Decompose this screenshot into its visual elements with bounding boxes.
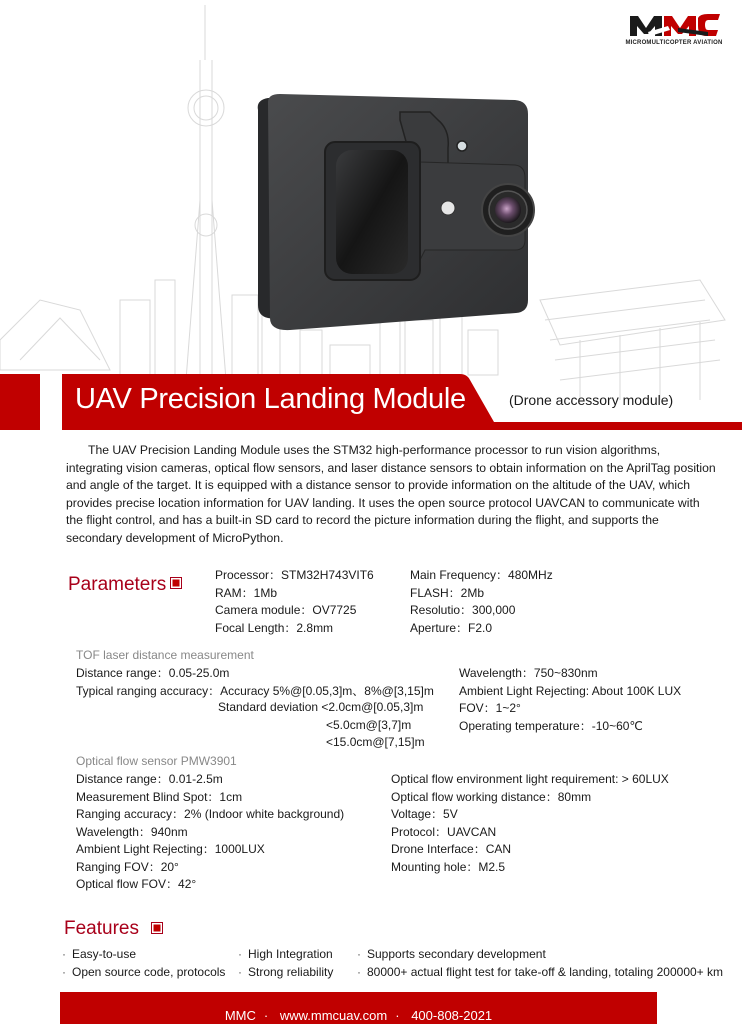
feature-item: [238, 964, 357, 982]
optical-flow-heading: Optical flow sensor PMW3901: [76, 754, 237, 768]
param-camera-module: Camera module：OV7725: [215, 603, 357, 617]
tof-ambient-light: Ambient Light Rejecting: About 100K LUX: [459, 683, 682, 698]
param-aperture: Aperture：F2.0: [410, 620, 493, 635]
optical-flow-column-2: [391, 771, 669, 876]
feature-label: High Integration: [248, 947, 333, 961]
feature-label: Easy-to-use: [72, 947, 137, 961]
page-subtitle: (Drone accessory module): [509, 392, 674, 408]
param-focal-length: Focal Length：2.8mm: [215, 620, 334, 635]
of-mounting-hole: Mounting hole：M2.5: [391, 859, 506, 874]
parameters-column-2: [410, 567, 553, 637]
tof-heading: TOF laser distance measurement: [76, 648, 254, 662]
of-ranging-accuracy: Ranging accuracy：2% (Indoor white background): [76, 807, 345, 821]
product-image: [250, 90, 535, 335]
tof-distance-range: Distance range：0.05-25.0m: [76, 666, 230, 680]
tof-column-2: [459, 665, 681, 735]
of-light-requirement: Optical flow environment light requirement: > 60LUX: [391, 772, 669, 786]
tof-column-1: [76, 665, 434, 700]
param-flash: FLASH：2Mb: [410, 585, 485, 600]
parameters-heading: Parameters: [68, 574, 167, 595]
intro-text: The UAV Precision Landing Module uses the STM32 high-performance processor to run vision algorithms, integrating vision cameras, optical flow sensors, and laser distance sensors to obtain information on the AprilTag position and angle of the target. It is equipped with a distance sensor to provide information on the altitude of the UAV, which provides precise location information for UAV landing. It uses the open source protocol UAVCAN to communicate with the flight control, and has a built-in SD card to record the picture information during the flight, and supports the secondary development of MicroPython.: [66, 443, 716, 545]
param-processor: Processor：STM32H743VIT6: [215, 568, 374, 582]
footer-company: MMC: [224, 1008, 256, 1023]
feature-item: [238, 946, 357, 964]
bullet-icon: ·: [238, 947, 242, 961]
tof-typical-accuracy: Typical ranging accuracy：Accuracy 5%@[0.05,3]m、8%@[3,15]m: [76, 683, 434, 698]
of-distance-range: Distance range：0.01-2.5m: [76, 772, 223, 786]
banner-accent-block: [0, 374, 40, 430]
footer-phone: 400-808-2021: [411, 1008, 493, 1023]
of-working-distance: Optical flow working distance：80mm: [391, 789, 592, 804]
std-dev-value-1: <2.0cm@[0.05,3]m: [321, 700, 424, 714]
optical-flow-column-1: [76, 771, 344, 894]
tof-operating-temperature: Operating temperature：-10~60℃: [459, 718, 643, 733]
section-marker-icon: [151, 922, 163, 934]
param-resolution: Resolutio：300,000: [410, 603, 516, 617]
footer-separator: ·: [263, 1008, 269, 1023]
features-row: [62, 946, 723, 964]
feature-item: [62, 964, 238, 982]
std-dev-value-3: <15.0cm@[7,15]m: [326, 735, 425, 749]
intro-paragraph: [66, 442, 716, 548]
mmc-logo-mark: [628, 12, 720, 38]
std-dev-label: Standard deviation: [218, 700, 319, 714]
std-dev-value-2: <5.0cm@[3,7]m: [326, 717, 412, 732]
footer-bar: [60, 992, 657, 1024]
of-protocol: Protocol：UAVCAN: [391, 824, 497, 839]
mmc-logo: [624, 12, 724, 48]
bullet-icon: ·: [62, 964, 66, 979]
features-list: [62, 946, 723, 981]
of-ambient-light: Ambient Light Rejecting：1000LUX: [76, 842, 265, 856]
features-row: [62, 964, 723, 982]
feature-label: Strong reliability: [248, 964, 334, 979]
feature-label: 80000+ actual flight test for take-off & landing, totaling 200000+ km: [367, 964, 724, 979]
feature-item: [357, 964, 723, 982]
tof-fov: FOV：1~2°: [459, 701, 521, 715]
bullet-icon: ·: [357, 964, 361, 979]
section-marker-icon: [170, 577, 182, 589]
parameters-column-1: [215, 567, 374, 637]
tof-wavelength: Wavelength：750~830nm: [459, 666, 598, 680]
bullet-icon: ·: [62, 947, 66, 961]
logo-subtitle: MICROMULTICOPTER AVIATION: [625, 40, 723, 46]
bullet-icon: ·: [238, 964, 242, 979]
page-title: UAV Precision Landing Module: [75, 383, 466, 415]
feature-item: [357, 946, 546, 964]
footer-contact: [60, 1008, 657, 1023]
footer-separator: ·: [395, 1008, 400, 1023]
of-drone-interface: Drone Interface：CAN: [391, 842, 512, 856]
of-ranging-fov: Ranging FOV：20°: [76, 859, 179, 874]
tof-standard-deviation: [218, 699, 423, 717]
of-blind-spot: Measurement Blind Spot：1cm: [76, 789, 243, 804]
bullet-icon: ·: [357, 947, 361, 961]
param-main-frequency: Main Frequency：480MHz: [410, 568, 553, 582]
feature-label: Open source code, protocols: [72, 964, 226, 979]
footer-website-link[interactable]: www.mmcuav.com: [279, 1008, 388, 1023]
feature-label: Supports secondary development: [367, 947, 546, 961]
of-voltage: Voltage：5V: [391, 807, 458, 821]
param-ram: RAM：1Mb: [215, 585, 278, 600]
of-optical-flow-fov: Optical flow FOV：42°: [76, 877, 197, 891]
features-heading: Features: [64, 918, 139, 939]
feature-item: [62, 946, 238, 964]
of-wavelength: Wavelength：940nm: [76, 824, 188, 839]
